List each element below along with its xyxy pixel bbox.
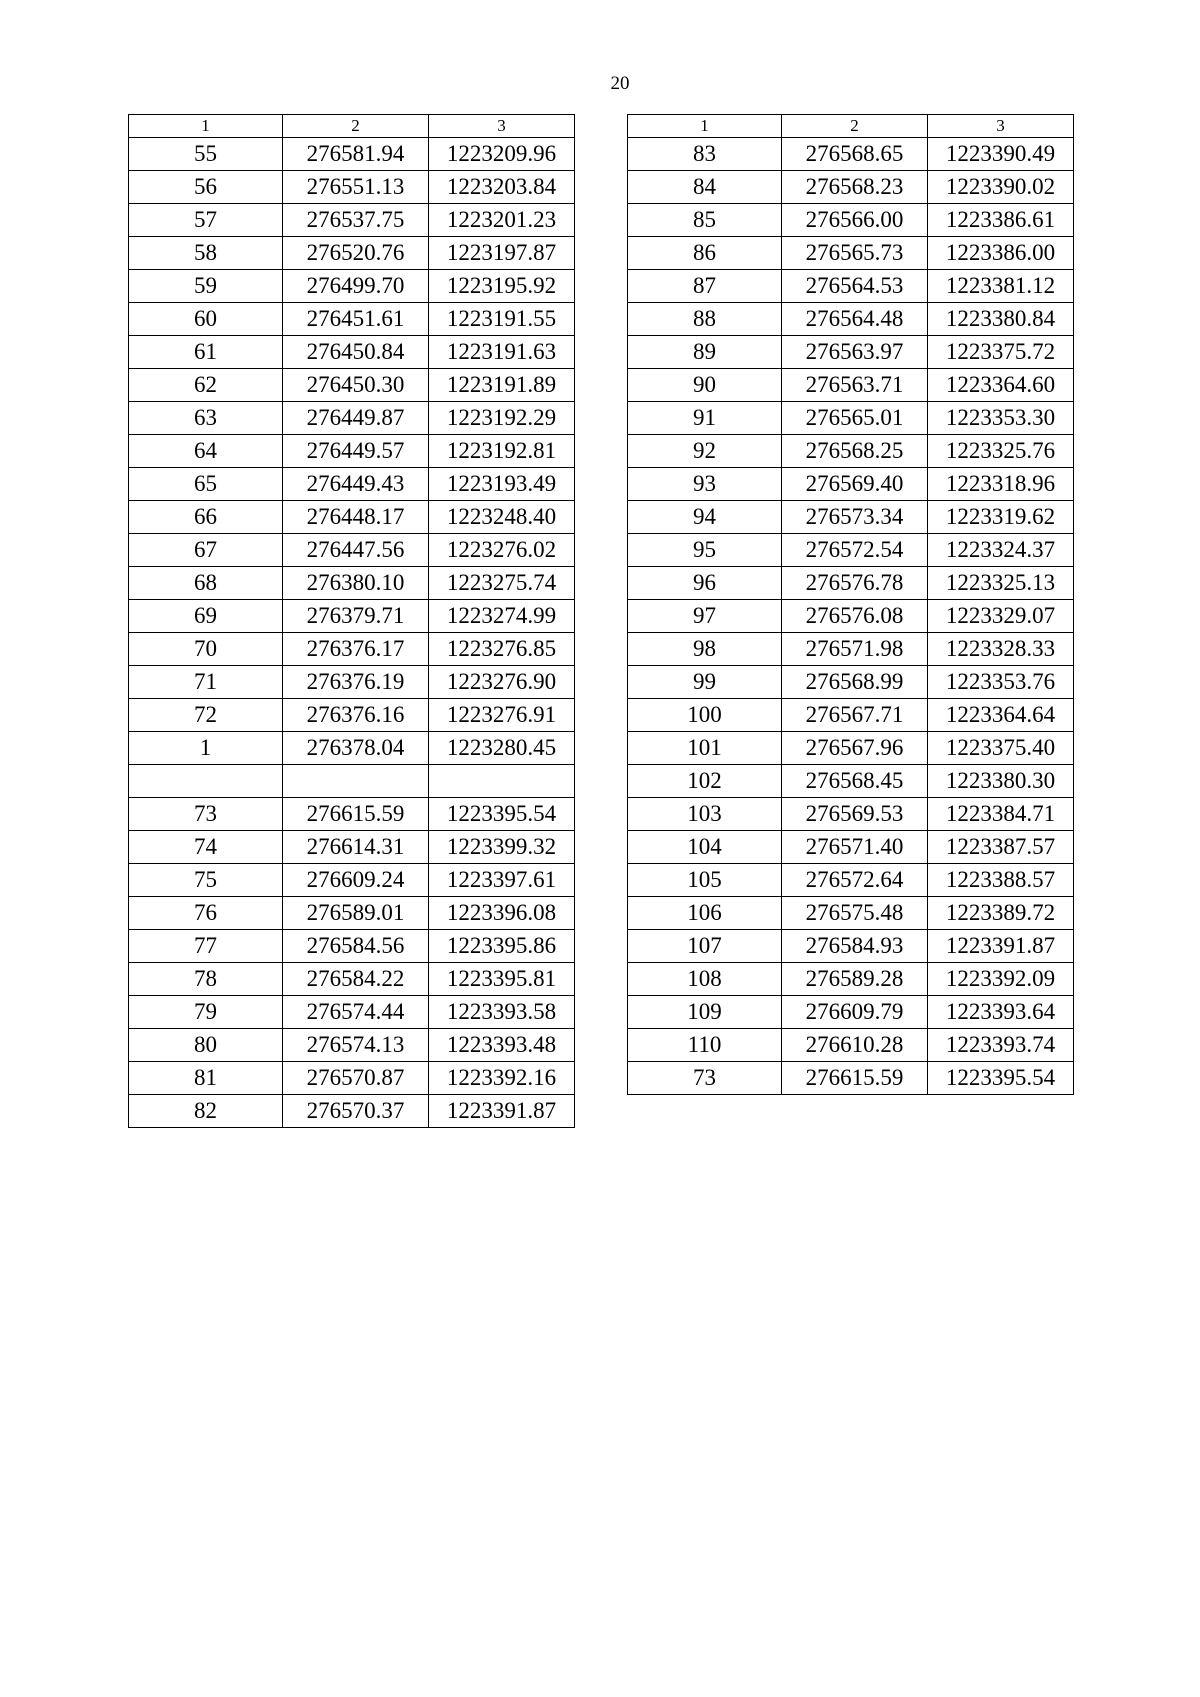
table-row bbox=[628, 435, 1074, 468]
coordinate-table-right bbox=[627, 114, 1074, 1095]
point-number-cell: 64 bbox=[129, 435, 283, 468]
y-coordinate-cell: 1223395.86 bbox=[429, 930, 575, 963]
x-coordinate-cell: 276451.61 bbox=[283, 303, 429, 336]
point-number-cell: 91 bbox=[628, 402, 782, 435]
table-row bbox=[129, 237, 575, 270]
x-coordinate-cell: 276572.54 bbox=[782, 534, 928, 567]
table-row bbox=[129, 930, 575, 963]
point-number-cell: 56 bbox=[129, 171, 283, 204]
y-coordinate-cell: 1223386.00 bbox=[928, 237, 1074, 270]
table-row bbox=[628, 633, 1074, 666]
point-number-cell: 87 bbox=[628, 270, 782, 303]
table-row bbox=[129, 534, 575, 567]
x-coordinate-cell: 276563.71 bbox=[782, 369, 928, 402]
table-row bbox=[628, 930, 1074, 963]
point-number-cell: 60 bbox=[129, 303, 283, 336]
table-row bbox=[628, 732, 1074, 765]
y-coordinate-cell: 1223324.37 bbox=[928, 534, 1074, 567]
point-number-cell: 66 bbox=[129, 501, 283, 534]
x-coordinate-cell: 276563.97 bbox=[782, 336, 928, 369]
x-coordinate-cell: 276376.19 bbox=[283, 666, 429, 699]
table-row bbox=[129, 204, 575, 237]
table-row bbox=[129, 369, 575, 402]
table-row bbox=[129, 270, 575, 303]
point-number-cell: 76 bbox=[129, 897, 283, 930]
point-number-cell: 72 bbox=[129, 699, 283, 732]
y-coordinate-cell: 1223328.33 bbox=[928, 633, 1074, 666]
x-coordinate-cell: 276379.71 bbox=[283, 600, 429, 633]
point-number-cell: 103 bbox=[628, 798, 782, 831]
point-number-cell: 92 bbox=[628, 435, 782, 468]
table-row bbox=[129, 897, 575, 930]
table-row bbox=[129, 336, 575, 369]
point-number-cell: 69 bbox=[129, 600, 283, 633]
x-coordinate-cell: 276567.96 bbox=[782, 732, 928, 765]
x-coordinate-cell: 276568.23 bbox=[782, 171, 928, 204]
x-coordinate-cell: 276520.76 bbox=[283, 237, 429, 270]
point-number-cell: 83 bbox=[628, 138, 782, 171]
table-row bbox=[628, 1062, 1074, 1095]
x-coordinate-cell: 276575.48 bbox=[782, 897, 928, 930]
x-coordinate-cell: 276614.31 bbox=[283, 831, 429, 864]
x-coordinate-cell: 276450.84 bbox=[283, 336, 429, 369]
y-coordinate-cell: 1223393.64 bbox=[928, 996, 1074, 1029]
x-coordinate-cell: 276450.30 bbox=[283, 369, 429, 402]
table-row bbox=[129, 633, 575, 666]
table-row bbox=[628, 567, 1074, 600]
column-header-3: 3 bbox=[429, 115, 575, 138]
table-row bbox=[628, 765, 1074, 798]
point-number-cell: 73 bbox=[628, 1062, 782, 1095]
table-row bbox=[628, 369, 1074, 402]
point-number-cell: 67 bbox=[129, 534, 283, 567]
table-row bbox=[129, 501, 575, 534]
point-number-cell: 107 bbox=[628, 930, 782, 963]
point-number-cell: 74 bbox=[129, 831, 283, 864]
point-number-cell: 110 bbox=[628, 1029, 782, 1062]
x-coordinate-cell: 276576.78 bbox=[782, 567, 928, 600]
y-coordinate-cell: 1223274.99 bbox=[429, 600, 575, 633]
y-coordinate-cell: 1223318.96 bbox=[928, 468, 1074, 501]
x-coordinate-cell: 276615.59 bbox=[782, 1062, 928, 1095]
x-coordinate-cell: 276568.45 bbox=[782, 765, 928, 798]
table-row bbox=[129, 798, 575, 831]
y-coordinate-cell: 1223197.87 bbox=[429, 237, 575, 270]
table-row bbox=[129, 864, 575, 897]
table-row bbox=[129, 402, 575, 435]
x-coordinate-cell: 276609.79 bbox=[782, 996, 928, 1029]
table-row bbox=[628, 996, 1074, 1029]
y-coordinate-cell: 1223329.07 bbox=[928, 600, 1074, 633]
table-row bbox=[628, 468, 1074, 501]
table-row bbox=[129, 963, 575, 996]
x-coordinate-cell: 276589.28 bbox=[782, 963, 928, 996]
column-header-3: 3 bbox=[928, 115, 1074, 138]
x-coordinate-cell: 276448.17 bbox=[283, 501, 429, 534]
x-coordinate-cell: 276571.40 bbox=[782, 831, 928, 864]
point-number-cell: 90 bbox=[628, 369, 782, 402]
point-number-cell: 93 bbox=[628, 468, 782, 501]
point-number-cell: 95 bbox=[628, 534, 782, 567]
point-number-cell: 71 bbox=[129, 666, 283, 699]
y-coordinate-cell: 1223392.16 bbox=[429, 1062, 575, 1095]
table-row bbox=[129, 171, 575, 204]
y-coordinate-cell: 1223395.54 bbox=[928, 1062, 1074, 1095]
table-row bbox=[628, 171, 1074, 204]
table-row bbox=[129, 765, 575, 798]
point-number-cell: 102 bbox=[628, 765, 782, 798]
point-number-cell: 106 bbox=[628, 897, 782, 930]
y-coordinate-cell: 1223325.76 bbox=[928, 435, 1074, 468]
y-coordinate-cell: 1223280.45 bbox=[429, 732, 575, 765]
point-number-cell: 1 bbox=[129, 732, 283, 765]
table-row bbox=[628, 831, 1074, 864]
x-coordinate-cell: 276449.43 bbox=[283, 468, 429, 501]
table-header bbox=[628, 115, 1074, 138]
y-coordinate-cell: 1223397.61 bbox=[429, 864, 575, 897]
point-number-cell: 68 bbox=[129, 567, 283, 600]
x-coordinate-cell: 276609.24 bbox=[283, 864, 429, 897]
y-coordinate-cell: 1223381.12 bbox=[928, 270, 1074, 303]
table-row bbox=[129, 303, 575, 336]
y-coordinate-cell: 1223391.87 bbox=[429, 1095, 575, 1128]
table-body bbox=[129, 138, 575, 1128]
x-coordinate-cell: 276589.01 bbox=[283, 897, 429, 930]
table-row bbox=[628, 534, 1074, 567]
x-coordinate-cell: 276569.53 bbox=[782, 798, 928, 831]
y-coordinate-cell: 1223393.48 bbox=[429, 1029, 575, 1062]
table-row bbox=[129, 600, 575, 633]
y-coordinate-cell: 1223201.23 bbox=[429, 204, 575, 237]
y-coordinate-cell: 1223384.71 bbox=[928, 798, 1074, 831]
table-row bbox=[628, 666, 1074, 699]
table-row bbox=[129, 1029, 575, 1062]
table-header bbox=[129, 115, 575, 138]
y-coordinate-cell: 1223392.09 bbox=[928, 963, 1074, 996]
x-coordinate-cell: 276537.75 bbox=[283, 204, 429, 237]
y-coordinate-cell: 1223195.92 bbox=[429, 270, 575, 303]
point-number-cell: 73 bbox=[129, 798, 283, 831]
point-number-cell: 65 bbox=[129, 468, 283, 501]
point-number-cell: 97 bbox=[628, 600, 782, 633]
y-coordinate-cell: 1223209.96 bbox=[429, 138, 575, 171]
y-coordinate-cell: 1223375.72 bbox=[928, 336, 1074, 369]
x-coordinate-cell: 276572.64 bbox=[782, 864, 928, 897]
column-header-2: 2 bbox=[782, 115, 928, 138]
x-coordinate-cell: 276449.87 bbox=[283, 402, 429, 435]
x-coordinate-cell: 276574.13 bbox=[283, 1029, 429, 1062]
y-coordinate-cell: 1223248.40 bbox=[429, 501, 575, 534]
y-coordinate-cell: 1223395.81 bbox=[429, 963, 575, 996]
table-row bbox=[628, 237, 1074, 270]
point-number-cell: 94 bbox=[628, 501, 782, 534]
point-number-cell: 59 bbox=[129, 270, 283, 303]
x-coordinate-cell bbox=[283, 765, 429, 798]
x-coordinate-cell: 276568.65 bbox=[782, 138, 928, 171]
x-coordinate-cell: 276570.37 bbox=[283, 1095, 429, 1128]
x-coordinate-cell: 276573.34 bbox=[782, 501, 928, 534]
point-number-cell: 96 bbox=[628, 567, 782, 600]
point-number-cell: 80 bbox=[129, 1029, 283, 1062]
point-number-cell: 84 bbox=[628, 171, 782, 204]
y-coordinate-cell: 1223203.84 bbox=[429, 171, 575, 204]
y-coordinate-cell: 1223390.49 bbox=[928, 138, 1074, 171]
table-row bbox=[129, 468, 575, 501]
table-row bbox=[129, 732, 575, 765]
point-number-cell: 98 bbox=[628, 633, 782, 666]
column-header-1: 1 bbox=[129, 115, 283, 138]
table-row bbox=[628, 402, 1074, 435]
point-number-cell: 86 bbox=[628, 237, 782, 270]
point-number-cell: 109 bbox=[628, 996, 782, 1029]
point-number-cell: 105 bbox=[628, 864, 782, 897]
x-coordinate-cell: 276610.28 bbox=[782, 1029, 928, 1062]
table-row bbox=[628, 336, 1074, 369]
point-number-cell: 58 bbox=[129, 237, 283, 270]
table-row bbox=[628, 864, 1074, 897]
point-number-cell: 108 bbox=[628, 963, 782, 996]
x-coordinate-cell: 276576.08 bbox=[782, 600, 928, 633]
table-row bbox=[628, 798, 1074, 831]
header-row bbox=[628, 115, 1074, 138]
point-number-cell: 99 bbox=[628, 666, 782, 699]
table-row bbox=[129, 1062, 575, 1095]
x-coordinate-cell: 276570.87 bbox=[283, 1062, 429, 1095]
x-coordinate-cell: 276551.13 bbox=[283, 171, 429, 204]
table-row bbox=[129, 138, 575, 171]
x-coordinate-cell: 276378.04 bbox=[283, 732, 429, 765]
y-coordinate-cell: 1223389.72 bbox=[928, 897, 1074, 930]
point-number-cell: 77 bbox=[129, 930, 283, 963]
point-number-cell: 82 bbox=[129, 1095, 283, 1128]
y-coordinate-cell: 1223276.02 bbox=[429, 534, 575, 567]
x-coordinate-cell: 276568.99 bbox=[782, 666, 928, 699]
y-coordinate-cell: 1223192.29 bbox=[429, 402, 575, 435]
y-coordinate-cell: 1223380.84 bbox=[928, 303, 1074, 336]
y-coordinate-cell: 1223386.61 bbox=[928, 204, 1074, 237]
y-coordinate-cell: 1223390.02 bbox=[928, 171, 1074, 204]
x-coordinate-cell: 276565.73 bbox=[782, 237, 928, 270]
y-coordinate-cell: 1223399.32 bbox=[429, 831, 575, 864]
y-coordinate-cell: 1223276.91 bbox=[429, 699, 575, 732]
point-number-cell: 61 bbox=[129, 336, 283, 369]
table-body bbox=[628, 138, 1074, 1095]
point-number-cell: 85 bbox=[628, 204, 782, 237]
x-coordinate-cell: 276615.59 bbox=[283, 798, 429, 831]
page-number: 20 bbox=[610, 73, 630, 94]
y-coordinate-cell: 1223353.30 bbox=[928, 402, 1074, 435]
x-coordinate-cell: 276584.93 bbox=[782, 930, 928, 963]
x-coordinate-cell: 276564.53 bbox=[782, 270, 928, 303]
point-number-cell: 70 bbox=[129, 633, 283, 666]
y-coordinate-cell: 1223364.60 bbox=[928, 369, 1074, 402]
x-coordinate-cell: 276376.17 bbox=[283, 633, 429, 666]
x-coordinate-cell: 276567.71 bbox=[782, 699, 928, 732]
y-coordinate-cell: 1223395.54 bbox=[429, 798, 575, 831]
table-row bbox=[628, 501, 1074, 534]
y-coordinate-cell bbox=[429, 765, 575, 798]
point-number-cell: 78 bbox=[129, 963, 283, 996]
point-number-cell: 75 bbox=[129, 864, 283, 897]
table-row bbox=[628, 600, 1074, 633]
x-coordinate-cell: 276571.98 bbox=[782, 633, 928, 666]
point-number-cell: 81 bbox=[129, 1062, 283, 1095]
x-coordinate-cell: 276564.48 bbox=[782, 303, 928, 336]
x-coordinate-cell: 276574.44 bbox=[283, 996, 429, 1029]
column-header-2: 2 bbox=[283, 115, 429, 138]
table-row bbox=[129, 1095, 575, 1128]
x-coordinate-cell: 276565.01 bbox=[782, 402, 928, 435]
y-coordinate-cell: 1223380.30 bbox=[928, 765, 1074, 798]
x-coordinate-cell: 276376.16 bbox=[283, 699, 429, 732]
table-row bbox=[628, 699, 1074, 732]
y-coordinate-cell: 1223191.89 bbox=[429, 369, 575, 402]
y-coordinate-cell: 1223364.64 bbox=[928, 699, 1074, 732]
y-coordinate-cell: 1223319.62 bbox=[928, 501, 1074, 534]
y-coordinate-cell: 1223192.81 bbox=[429, 435, 575, 468]
table-row bbox=[628, 204, 1074, 237]
point-number-cell: 89 bbox=[628, 336, 782, 369]
point-number-cell: 79 bbox=[129, 996, 283, 1029]
point-number-cell: 62 bbox=[129, 369, 283, 402]
table-row bbox=[628, 303, 1074, 336]
y-coordinate-cell: 1223325.13 bbox=[928, 567, 1074, 600]
column-header-1: 1 bbox=[628, 115, 782, 138]
table-row bbox=[628, 1029, 1074, 1062]
table-row bbox=[628, 138, 1074, 171]
point-number-cell: 101 bbox=[628, 732, 782, 765]
coordinate-table-left bbox=[128, 114, 575, 1128]
x-coordinate-cell: 276449.57 bbox=[283, 435, 429, 468]
table-row bbox=[129, 435, 575, 468]
y-coordinate-cell: 1223276.90 bbox=[429, 666, 575, 699]
point-number-cell: 55 bbox=[129, 138, 283, 171]
table-row bbox=[129, 996, 575, 1029]
y-coordinate-cell: 1223191.55 bbox=[429, 303, 575, 336]
table-row bbox=[129, 831, 575, 864]
x-coordinate-cell: 276380.10 bbox=[283, 567, 429, 600]
y-coordinate-cell: 1223353.76 bbox=[928, 666, 1074, 699]
x-coordinate-cell: 276566.00 bbox=[782, 204, 928, 237]
point-number-cell bbox=[129, 765, 283, 798]
x-coordinate-cell: 276584.22 bbox=[283, 963, 429, 996]
x-coordinate-cell: 276581.94 bbox=[283, 138, 429, 171]
y-coordinate-cell: 1223393.74 bbox=[928, 1029, 1074, 1062]
x-coordinate-cell: 276584.56 bbox=[283, 930, 429, 963]
y-coordinate-cell: 1223388.57 bbox=[928, 864, 1074, 897]
x-coordinate-cell: 276568.25 bbox=[782, 435, 928, 468]
y-coordinate-cell: 1223276.85 bbox=[429, 633, 575, 666]
table-row bbox=[129, 699, 575, 732]
y-coordinate-cell: 1223275.74 bbox=[429, 567, 575, 600]
y-coordinate-cell: 1223191.63 bbox=[429, 336, 575, 369]
point-number-cell: 88 bbox=[628, 303, 782, 336]
point-number-cell: 100 bbox=[628, 699, 782, 732]
table-row bbox=[628, 897, 1074, 930]
table-row bbox=[628, 963, 1074, 996]
y-coordinate-cell: 1223387.57 bbox=[928, 831, 1074, 864]
point-number-cell: 63 bbox=[129, 402, 283, 435]
point-number-cell: 104 bbox=[628, 831, 782, 864]
header-row bbox=[129, 115, 575, 138]
y-coordinate-cell: 1223375.40 bbox=[928, 732, 1074, 765]
table-row bbox=[628, 270, 1074, 303]
y-coordinate-cell: 1223396.08 bbox=[429, 897, 575, 930]
y-coordinate-cell: 1223193.49 bbox=[429, 468, 575, 501]
y-coordinate-cell: 1223393.58 bbox=[429, 996, 575, 1029]
table-row bbox=[129, 666, 575, 699]
y-coordinate-cell: 1223391.87 bbox=[928, 930, 1074, 963]
x-coordinate-cell: 276447.56 bbox=[283, 534, 429, 567]
x-coordinate-cell: 276499.70 bbox=[283, 270, 429, 303]
point-number-cell: 57 bbox=[129, 204, 283, 237]
x-coordinate-cell: 276569.40 bbox=[782, 468, 928, 501]
table-row bbox=[129, 567, 575, 600]
